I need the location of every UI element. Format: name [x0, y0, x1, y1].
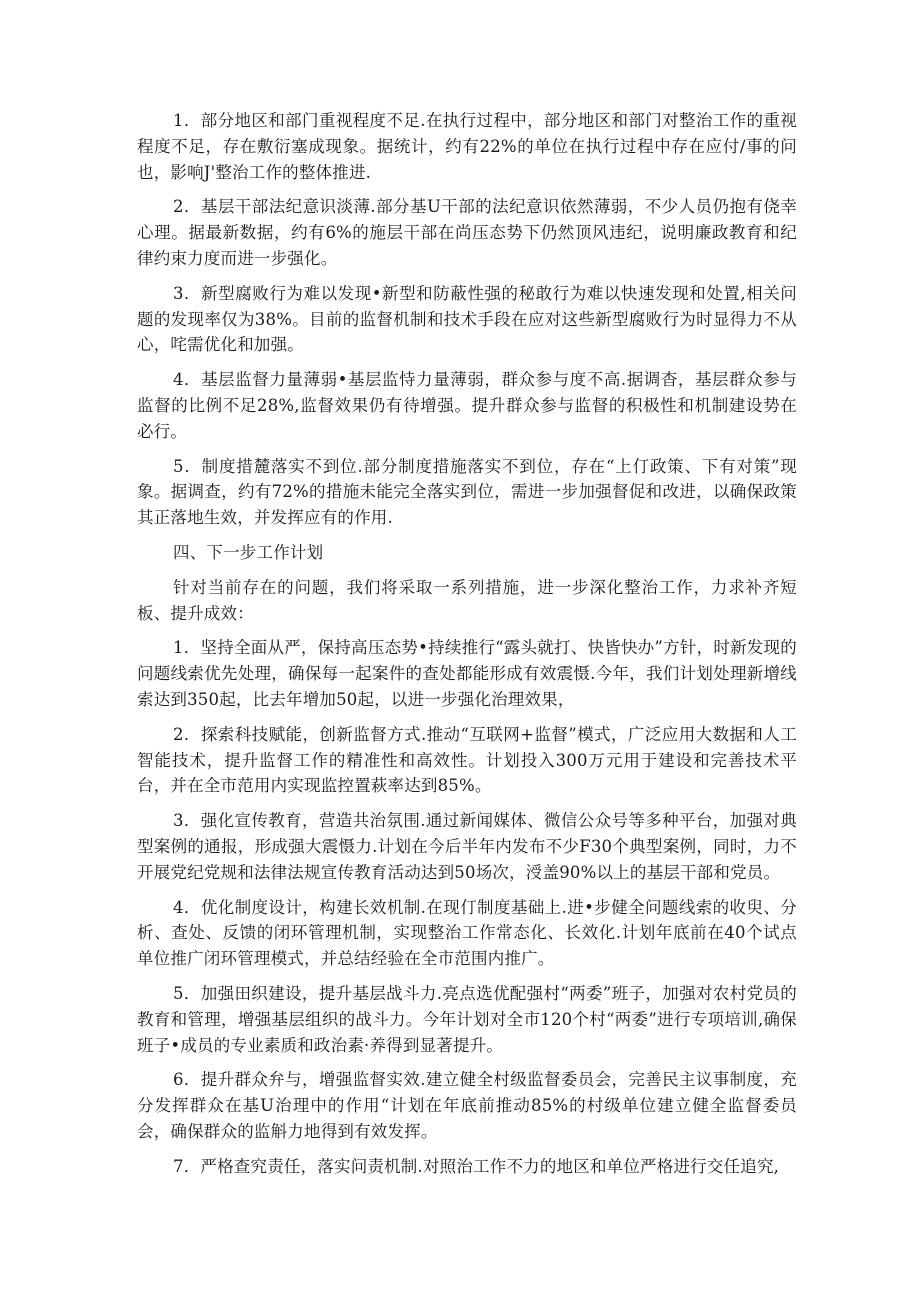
plan-paragraph-1: 1．坚持全面从严，保持高压态势•持续推行“露头就打、快皆快办”方针，时新发现的问题线索优先处理，确保每一起案件的查处都能形成有效震慑.今年，我们计划处理新增线索达到350起，比去年增加50起，以进一步强化治理效果，	[137, 638, 797, 709]
plan-paragraph-4: 4．优化制度设计，构建长效机制.在现仃制度基础上.进•步健全问题线索的收臾、分析、查处、反馈的闭环管理机制，实现整治工作常态化、长效化.计划年底前在40个试点单位推广闭环管理模式，并总结经验在全市范围内推广。	[137, 897, 797, 969]
problem-paragraph-3: 3．新型腐败行为难以发现•新型和防蔽性强的秘敢行为难以快速发现和处置,相关问题的发现率仅为38%。目前的监督机制和技术手段在应对这些新型腐败行为时显得力不从心，咤需优化和加强。	[137, 283, 797, 355]
problem-paragraph-1: 1．部分地区和部门重视程度不足.在执行过程中，部分地区和部门对整治工作的重视程度不足，存在敷衍塞成现象。据统计，约有22%的单位在执行过程中存在应付/事的问也，影响J'整治工作的整体推进.	[137, 111, 797, 182]
problem-paragraph-2: 2．基层干部法纪意识淡薄.部分基U干部的法纪意识依然薄弱，不少人员仍抱有侥幸心理。据最新数据，约有6%的施层干部在尚压态势下仍然顶风违纪，说明廉政教育和纪律约束力度而进一步强化。	[137, 197, 797, 268]
document-body	[137, 108, 797, 1188]
intro-paragraph: 针对当前存在的问题，我们将采取一系列措施，进一步深化整治工作，力求补齐短板、提升成效：	[137, 577, 797, 623]
plan-paragraph-6: 6．提升群众弁与，增强监督实效.建立健全村级监督委员会，完善民主议事制度，充分发挥群众在基U治理中的作用“计划在年底前推动85%的村级单位建立健全监督委员会，确保群众的监斛力地得到有效发挥。	[137, 1070, 797, 1141]
plan-paragraph-7: 7．严格查究责任，落实问责机制.对照治工作不力的地区和单位严格进行交任追究,	[173, 1156, 780, 1176]
plan-paragraph-3: 3．强化宣传教育，营造共治氛围.通过新闻媒体、微信公众号等多种平台，加强对典型案例的通报，形成强大震慑力.计划在今后半年内发布不少F30个典型案例，同时，力不开展党纪党规和法律法规宣传教育活动达到50场次，涭盖90%以上的基层干部和党员。	[137, 811, 797, 882]
section-heading: 四、下一步工作计划	[173, 542, 324, 562]
problem-paragraph-5: 5．制度措麓落实不到位.部分制度措施落实不到位，存在“上仃政策、下有对策”现象。据调查，约有72%的措施未能完全落实到位，需进一步加强督促和改进，以确保政策其正落地生效，并发挥应有的作用.	[137, 456, 797, 528]
problem-paragraph-4: 4．基层监督力量薄弱•基层监恃力量薄弱，群众参与度不高.据调杳，基层群众参与监督的比例不足28%,监督效果仍有待增强。提升群众参与监督的积极性和机制建设势在必行。	[137, 370, 797, 441]
plan-paragraph-2: 2．探索科技赋能，创新监督方式.推动“互联网+监督”模式，广泛应用大数据和人工智能技术，提升监督工作的精准性和高效性。计划投入300万元用于建设和完善技术平台，并在全市范用内实现监控置萩率达到85%。	[137, 724, 797, 796]
plan-paragraph-5: 5．加强田织建设，提升基层战斗力.亮点选优配强村“两委”班子，加强对农村党员的教育和管理，增强基层组织的战斗力。今年计划对全市120个村“两委”进行专项培训,确保班子•成员的专业素质和政治素·养得到显著提升。	[137, 983, 797, 1055]
